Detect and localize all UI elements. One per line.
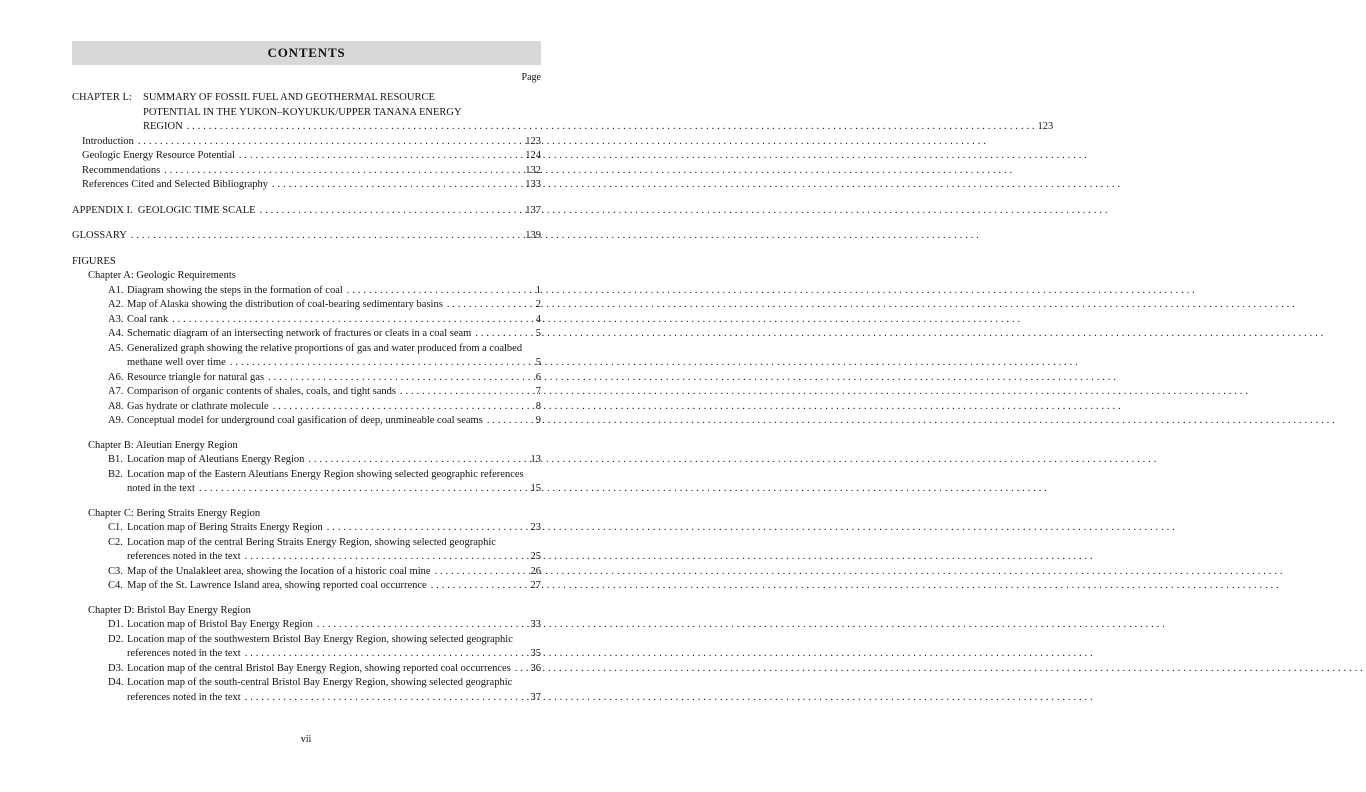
page-number: 26 [530, 565, 541, 577]
figure-title: Location map of the central Bering Straits Energy Region, showing selected geographic [127, 536, 496, 548]
figure-entry [72, 468, 541, 483]
page-number: 5 [535, 328, 541, 339]
chapter-l-title [143, 91, 1053, 135]
figure-title: Location map of Bering Straits Energy Region [127, 522, 323, 533]
figure-number: D1. [108, 619, 124, 630]
page-number: 27 [530, 580, 541, 591]
figure-number: A2. [108, 299, 124, 310]
figure-entry [72, 385, 541, 400]
figure-entry [72, 313, 541, 328]
glossary-entry [72, 229, 541, 244]
figure-number: A3. [108, 313, 124, 325]
page-number: 7 [535, 386, 541, 397]
dot-leader [313, 618, 531, 633]
dot-leader [241, 647, 531, 662]
figure-section-b [72, 439, 541, 497]
page-number: 35 [530, 648, 541, 659]
figure-section-heading: Chapter D: Bristol Bay Energy Region [88, 604, 251, 616]
dot-leader [269, 400, 536, 415]
figure-number: A6. [108, 371, 124, 383]
page-number: 37 [530, 691, 541, 703]
figure-entry [72, 565, 541, 580]
figure-number: C2. [108, 536, 123, 548]
figure-entry-continuation [72, 550, 541, 565]
dot-leader [304, 453, 530, 468]
figure-entry-continuation [72, 691, 541, 706]
figure-title: Schematic diagram of an intersecting network of fractures or cleats in a coal seam [127, 328, 472, 339]
contents-title: CONTENTS [267, 45, 346, 60]
figure-title-continuation: references noted in the text [127, 648, 241, 659]
figure-number: C4. [108, 580, 123, 591]
page-number: 123 [525, 135, 541, 147]
figure-number: D3. [108, 662, 124, 674]
toc-entry-label: Introduction [82, 135, 134, 147]
dot-leader [471, 327, 535, 342]
figure-title: Location map of the southwestern Bristol Bay Energy Region, showing selected geographic [127, 633, 513, 645]
dot-leader [264, 371, 536, 386]
dot-leader [443, 298, 536, 313]
figure-title: Map of Alaska showing the distribution of coal-bearing sedimentary basins [127, 299, 443, 310]
dot-leader [511, 662, 531, 677]
figure-section-a [72, 269, 541, 429]
figure-section-heading: Chapter A: Geologic Requirements [88, 270, 236, 281]
dot-leader [431, 565, 531, 580]
dot-leader [160, 164, 525, 179]
figure-entry-continuation [72, 482, 541, 497]
dot-leader [268, 178, 525, 193]
toc-entry [72, 149, 541, 164]
figure-title: Comparison of organic contents of shales, coals, and tight sands [127, 386, 396, 397]
dot-leader [427, 579, 531, 594]
figure-title: Location map of the south-central Bristol Bay Energy Region, showing selected geographic [127, 677, 513, 688]
toc-entry-label: Recommendations [82, 164, 161, 176]
figure-entry-continuation [72, 356, 541, 371]
chapter-l-title-line: POTENTIAL IN THE YUKON–KOYUKUK/UPPER TANANA ENERGY [143, 106, 462, 118]
contents-header-bar [72, 41, 541, 65]
page-number: 5 [535, 357, 541, 368]
toc-entry [72, 178, 541, 193]
figures-heading: FIGURES [72, 255, 116, 267]
figure-entry [72, 536, 541, 551]
appendix-entry [72, 204, 541, 219]
page-number: 124 [525, 150, 541, 161]
figure-entry [72, 327, 541, 342]
figure-entry [72, 579, 541, 594]
figure-entry-continuation [72, 647, 541, 662]
page-number: 13 [530, 454, 541, 465]
figure-entry [72, 298, 541, 313]
figure-number: B2. [108, 468, 123, 480]
contents-page-body [72, 41, 1054, 705]
figure-section-d [72, 604, 541, 706]
page-number: 6 [535, 371, 541, 383]
dot-leader [134, 135, 525, 150]
figure-number: A5. [108, 342, 124, 354]
page-number: 8 [535, 400, 541, 412]
dot-leader [241, 691, 531, 706]
figure-entry [72, 400, 541, 415]
figure-number: D4. [108, 677, 124, 688]
dot-leader [235, 149, 525, 164]
page-number: 123 [1037, 121, 1054, 132]
dot-leader [323, 521, 531, 536]
page-number: 23 [530, 522, 541, 533]
figure-entry [72, 662, 541, 677]
figure-entry [72, 284, 541, 299]
figure-entry [72, 521, 541, 536]
toc-entry [72, 164, 541, 179]
dot-leader [241, 550, 531, 565]
page-number: 33 [530, 619, 541, 630]
figure-title-continuation: references noted in the text [127, 551, 241, 562]
page-number: 25 [530, 551, 541, 562]
figure-number: A7. [108, 386, 124, 397]
page-number: 132 [525, 164, 541, 176]
figure-number: C1. [108, 522, 123, 533]
figure-title: Diagram showing the steps in the formation of coal [127, 284, 343, 296]
toc-entry [72, 135, 541, 150]
figure-title: Location map of Aleutians Energy Region [127, 454, 305, 465]
chapter-l-title-line: SUMMARY OF FOSSIL FUEL AND GEOTHERMAL RESOURCE [143, 92, 435, 103]
figure-title: Location map of the Eastern Aleutians Energy Region showing selected geographic references [127, 468, 524, 480]
figure-title: Conceptual model for underground coal gasification of deep, unmineable coal seams [127, 415, 483, 426]
figure-section-heading: Chapter B: Aleutian Energy Region [88, 439, 238, 451]
chapter-l-title-line: REGION [143, 121, 183, 132]
glossary-label: GLOSSARY [72, 230, 127, 241]
dot-leader [195, 482, 531, 497]
page-number: 139 [525, 230, 541, 241]
page-number: 1 [535, 284, 541, 296]
figure-number: A9. [108, 415, 124, 426]
footer-page-number: vii [300, 734, 312, 745]
figure-number: A8. [108, 400, 124, 412]
toc-entry-label: Geologic Energy Resource Potential [82, 150, 235, 161]
page-number: 15 [530, 483, 541, 494]
figure-title: Map of the St. Lawrence Island area, showing reported coal occurrence [127, 580, 427, 591]
figure-number: A1. [108, 284, 124, 296]
figure-section-c [72, 507, 541, 594]
figure-title-continuation: references noted in the text [127, 691, 241, 703]
page-number: 9 [535, 415, 541, 426]
appendix-label: APPENDIX I. GEOLOGIC TIME SCALE [72, 204, 256, 216]
figure-entry [72, 342, 541, 357]
dot-leader [226, 356, 536, 371]
figure-number: B1. [108, 454, 123, 465]
dot-leader [256, 204, 526, 219]
figure-section-heading: Chapter C: Bering Straits Energy Region [88, 507, 261, 519]
figure-entry [72, 371, 541, 386]
page-number: 36 [530, 662, 541, 674]
dot-leader [343, 284, 536, 299]
figure-entry [72, 414, 541, 429]
figure-title: Coal rank [127, 313, 169, 325]
page-number: 137 [525, 204, 541, 216]
figure-title: Location map of Bristol Bay Energy Region [127, 619, 313, 630]
figure-title: Gas hydrate or clathrate molecule [127, 400, 269, 412]
figure-title: Resource triangle for natural gas [127, 371, 265, 383]
figure-title: Generalized graph showing the relative proportions of gas and water produced from a coalbed [127, 342, 523, 354]
dot-leader [396, 385, 536, 400]
chapter-l-entry [72, 91, 1054, 135]
page-number: 4 [535, 313, 541, 325]
page-number: 133 [525, 179, 541, 190]
figure-title: Location map of the central Bristol Bay Energy Region, showing reported coal occurrences [127, 662, 511, 674]
page-column-label: Page [521, 72, 541, 83]
figure-number: A4. [108, 328, 124, 339]
figure-entry [72, 676, 541, 691]
dot-leader [127, 229, 525, 244]
figure-entry [72, 618, 541, 633]
figure-title-continuation: noted in the text [127, 483, 195, 494]
figure-entry [72, 453, 541, 468]
toc-entry-label: References Cited and Selected Bibliography [82, 179, 269, 190]
figure-title-continuation: methane well over time [127, 357, 226, 368]
dot-leader [168, 313, 536, 328]
figure-number: D2. [108, 633, 124, 645]
chapter-l-label: CHAPTER L: [72, 92, 132, 103]
dot-leader [183, 120, 1038, 135]
dot-leader [483, 414, 536, 429]
figure-number: C3. [108, 565, 123, 577]
figure-entry [72, 633, 541, 648]
figure-title: Map of the Unalakleet area, showing the location of a historic coal mine [127, 565, 431, 577]
page-number: 2 [535, 299, 541, 310]
